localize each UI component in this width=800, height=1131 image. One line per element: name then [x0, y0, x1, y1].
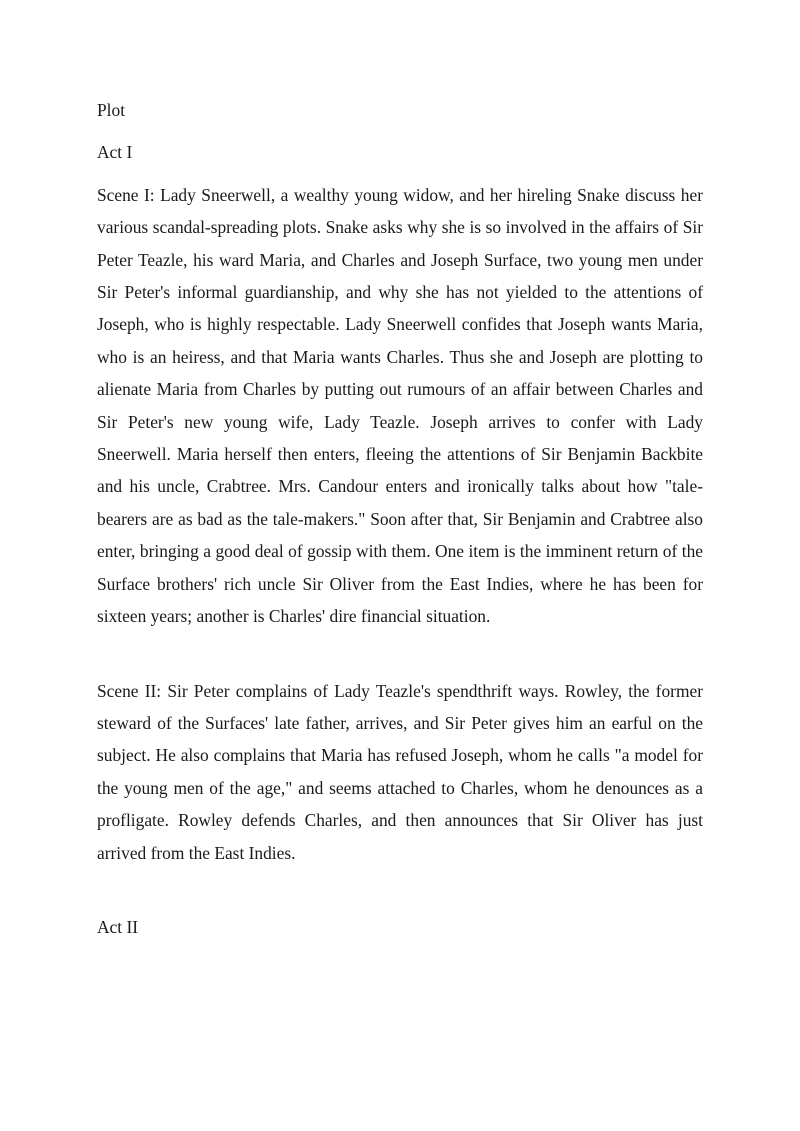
document-page: [97, 94, 703, 943]
act-2-heading: Act II: [97, 916, 139, 937]
spacer: [97, 633, 703, 675]
spacer: [97, 126, 703, 136]
scene-1-paragraph: Scene I: Lady Sneerwell, a wealthy young widow, and her hireling Snake discuss her various scandal-spreading plots. Snake asks why she is so involved in the affairs of Sir Peter Teazle, his ward Maria, and Charles and Joseph Surface, two young men under Sir Peter's informal guardianship, and why she has not yielded to the attentions of Joseph, who is highly respectable. Lady Sneerwell confides that Joseph wants Maria, who is an heiress, and that Maria wants Charles. Thus she and Joseph are plotting to alienate Maria from Charles by putting out rumours of an affair between Charles and Sir Peter's new young wife, Lady Teazle. Joseph arrives to confer with Lady Sneerwell. Maria herself then enters, fleeing the attentions of Sir Benjamin Backbite and his uncle, Crabtree. Mrs. Candour enters and ironically talks about how "tale-bearers are as bad as the tale-makers." Soon after that, Sir Benjamin and Crabtree also enter, bringing a good deal of gossip with them. One item is the imminent return of the Surface brothers' rich uncle Sir Oliver from the East Indies, where he has been for sixteen years; another is Charles' dire financial situation.: [97, 184, 703, 627]
scene-2-paragraph: Scene II: Sir Peter complains of Lady Teazle's spendthrift ways. Rowley, the former steward of the Surfaces' late father, arrives, and Sir Peter gives him an earful on the subject. He also complains that Maria has refused Joseph, whom he calls "a model for the young men of the age," and seems attached to Charles, whom he denounces as a profligate. Rowley defends Charles, and then announces that Sir Oliver has just arrived from the East Indies.: [97, 680, 703, 863]
spacer: [97, 869, 703, 911]
plot-heading: Plot: [97, 100, 126, 120]
spacer: [97, 169, 703, 179]
act-1-heading: Act I: [97, 142, 133, 163]
